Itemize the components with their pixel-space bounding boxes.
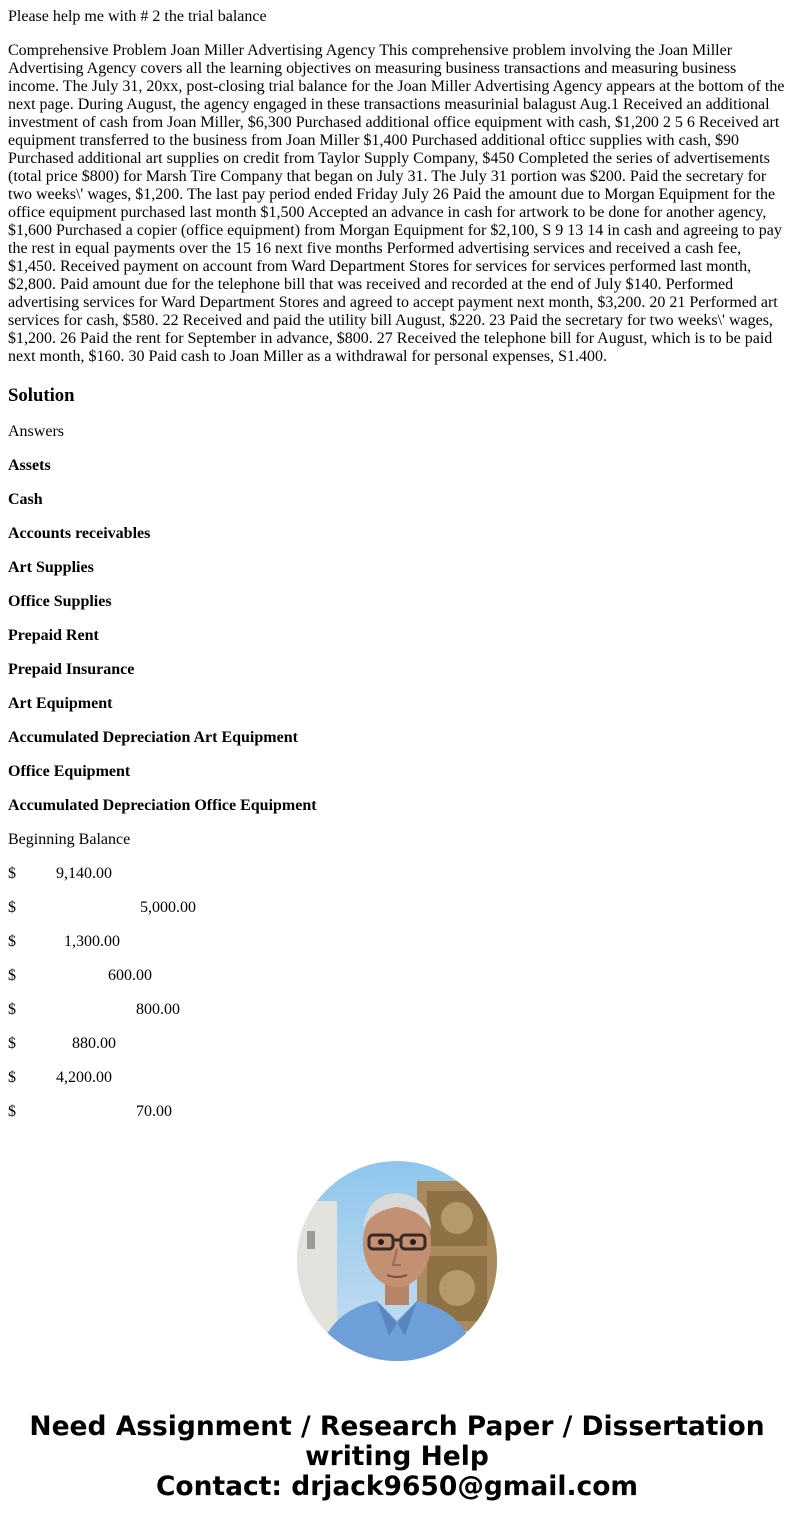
author-photo	[297, 1161, 497, 1361]
amount-value: 600.00	[108, 967, 152, 984]
answers-section	[8, 423, 786, 849]
amount-row	[8, 1069, 786, 1087]
account-art-supplies: Art Supplies	[8, 559, 94, 576]
amount-value: 1,300.00	[64, 933, 120, 950]
amount-row	[8, 1035, 786, 1053]
account-art-equipment: Art Equipment	[8, 695, 113, 712]
amount-row	[8, 933, 786, 951]
account-cash: Cash	[8, 491, 43, 508]
contact-footer	[0, 1412, 794, 1502]
footer-line-2: writing Help	[305, 1441, 489, 1472]
dollar-sign: $	[8, 1103, 16, 1120]
account-accounts-receivables: Accounts receivables	[8, 525, 151, 542]
question-prompt: Please help me with # 2 the trial balance	[8, 8, 267, 25]
dollar-sign: $	[8, 967, 16, 984]
amount-value: 9,140.00	[56, 865, 112, 882]
dollar-sign: $	[8, 899, 16, 916]
account-office-equipment: Office Equipment	[8, 763, 131, 780]
footer-contact-line: Contact: drjack9650@gmail.com	[155, 1471, 639, 1502]
amount-row	[8, 967, 786, 985]
amount-value: 70.00	[136, 1103, 172, 1120]
amount-row	[8, 1001, 786, 1019]
amount-value: 800.00	[136, 1001, 180, 1018]
account-prepaid-insurance: Prepaid Insurance	[8, 661, 135, 678]
account-assets: Assets	[8, 457, 51, 474]
amount-row	[8, 899, 786, 917]
amount-value: 4,200.00	[56, 1069, 112, 1086]
answers-label: Answers	[8, 423, 64, 440]
dollar-sign: $	[8, 865, 16, 882]
account-accum-dep-office-equipment: Accumulated Depreciation Office Equipment	[8, 797, 317, 814]
account-prepaid-rent: Prepaid Rent	[8, 627, 99, 644]
account-accum-dep-art-equipment: Accumulated Depreciation Art Equipment	[8, 729, 298, 746]
page-content	[0, 8, 794, 1121]
dollar-sign: $	[8, 933, 16, 950]
dollar-sign: $	[8, 1069, 16, 1086]
beginning-balance-label: Beginning Balance	[8, 831, 131, 848]
footer-line-1: Need Assignment / Research Paper / Dissertation	[29, 1411, 765, 1442]
account-office-supplies: Office Supplies	[8, 593, 112, 610]
amount-row	[8, 865, 786, 883]
dollar-sign: $	[8, 1001, 16, 1018]
portrait-image	[297, 1161, 497, 1361]
problem-text: Comprehensive Problem Joan Miller Advertising Agency This comprehensive problem involving the Joan Miller Advertising Agency covers all the learning objectives on measuring business transactions and measuring business income. The July 31, 20xx, post-closing trial balance for the Joan Miller Advertising Agency appears at the bottom of the next page. During August, the agency engaged in these transactions measurinial balagust Aug.1 Received an additional investment of cash from Joan Miller, $6,300 Purchased additional office equipment with cash, $1,200 2 5 6 Received art equipment transferred to the business from Joan Miller $1,400 Purchased additional ofticc supplies with cash, $90 Purchased additional art supplies on credit from Taylor Supply Company, $450 Completed the series of advertisements (total price $800) for Marsh Tire Company that began on July 31. The July 31 portion was $200. Paid the secretary for two weeks\' wages, $1,200. The last pay period ended Friday July 26 Paid the amount due to Morgan Equipment for the office equipment purchased last month $1,500 Accepted an advance in cash for artwork to be done for another agency, $1,600 Purchased a copier (office equipment) from Morgan Equipment for $2,100, S 9 13 14 in cash and agreeing to pay the rest in equal payments over the 15 16 next five months Performed advertising services and received a cash fee, $1,450. Received payment on account from Ward Department Stores for services for services performed last month, $2,800. Paid amount due for the telephone bill that was received and recorded at the end of July $140. Performed advertising services for Ward Department Stores and agreed to accept payment next month, $3,200. 20 21 Performed art services for cash, $580. 22 Received and paid the utility bill August, $220. 23 Paid the secretary for two weeks\' wages, $1,200. 26 Paid the rent for September in advance, $800. 27 Received the telephone bill for August, which is to be paid next month, $160. 30 Paid cash to Joan Miller as a withdrawal for personal expenses, S1.400.	[8, 42, 785, 365]
amount-value: 5,000.00	[140, 899, 196, 916]
dollar-sign: $	[8, 1035, 16, 1052]
amount-value: 880.00	[72, 1035, 116, 1052]
amount-row	[8, 1103, 786, 1121]
solution-heading: Solution	[8, 385, 75, 406]
amounts-list	[8, 865, 786, 1121]
